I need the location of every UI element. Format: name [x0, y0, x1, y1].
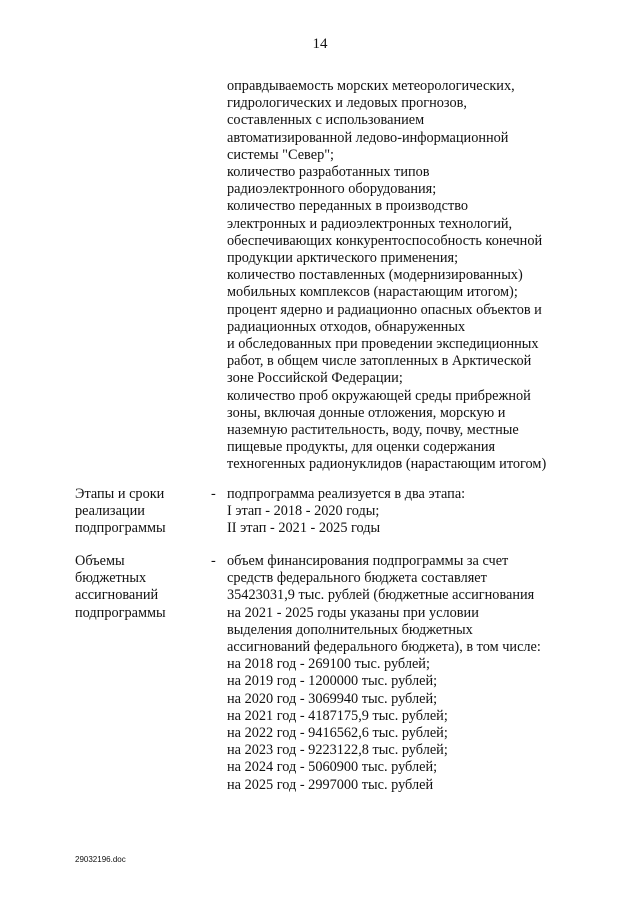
stages-label	[75, 486, 205, 538]
indicator-line: процент ядерно и радиационно опасных объектов и	[227, 301, 542, 318]
stages-label-line: подпрограммы	[75, 520, 166, 537]
indicator-line: количество поставленных (модернизированных)	[227, 267, 523, 284]
stages-content-line: I этап - 2018 - 2020 годы;	[227, 503, 380, 520]
indicator-line: радиоэлектронного оборудования;	[227, 181, 437, 198]
file-name-footer: 29032196.doc	[75, 855, 126, 864]
budget-dash: -	[211, 553, 216, 569]
budget-label-line: Объемы	[75, 553, 125, 569]
indicator-line: составленных с использованием	[227, 112, 425, 129]
budget-content-line: на 2022 год - 9416562,6 тыс. рублей;	[227, 725, 448, 742]
budget-label-line: подпрограммы	[75, 604, 166, 621]
stages-content-line: II этап - 2021 - 2025 годы	[227, 520, 381, 537]
budget-content-line: 35423031,9 тыс. рублей (бюджетные ассигнования	[227, 587, 535, 604]
budget-content-line: на 2021 - 2025 годы указаны при условии	[227, 604, 479, 621]
indicator-line: техногенных радионуклидов (нарастающим итогом)	[227, 456, 547, 473]
indicator-line: количество разработанных типов	[227, 164, 430, 181]
budget-content-line: на 2020 год - 3069940 тыс. рублей;	[227, 690, 438, 707]
stages-content	[227, 486, 622, 538]
indicator-line: зоне Российской Федерации;	[227, 370, 403, 387]
budget-content-line: на 2024 год - 5060900 тыс. рублей;	[227, 759, 438, 776]
budget-content-line: на 2019 год - 1200000 тыс. рублей;	[227, 673, 438, 690]
indicator-line: и обследованных при проведении экспедиционных	[227, 336, 539, 353]
stages-dash: -	[211, 486, 216, 502]
stages-label-line: Этапы и сроки	[75, 486, 165, 502]
indicator-line: оправдываемость морских метеорологических,	[227, 78, 515, 94]
stages-content-line: подпрограмма реализуется в два этапа:	[227, 486, 466, 502]
budget-content-line: ассигнований федерального бюджета), в том числе:	[227, 639, 541, 656]
indicator-line: наземную растительность, воду, почву, местные	[227, 422, 519, 439]
budget-label-line: бюджетных	[75, 570, 147, 587]
indicator-line: гидрологических и ледовых прогнозов,	[227, 95, 467, 112]
budget-label-line: ассигнований	[75, 587, 159, 604]
indicator-line: работ, в общем числе затопленных в Арктической	[227, 353, 532, 370]
budget-label	[75, 553, 205, 622]
budget-content	[227, 553, 622, 794]
indicator-line: мобильных комплексов (нарастающим итогом);	[227, 284, 518, 301]
budget-content-line: средств федерального бюджета составляет	[227, 570, 487, 587]
indicator-line: пищевые продукты, для оценки содержания	[227, 439, 496, 456]
budget-content-line: на 2021 год - 4187175,9 тыс. рублей;	[227, 707, 448, 724]
page-number: 14	[312, 36, 328, 52]
budget-content-line: на 2018 год - 269100 тыс. рублей;	[227, 656, 430, 673]
indicator-line: системы "Север";	[227, 146, 335, 163]
indicator-line: электронных и радиоэлектронных технологий,	[227, 215, 513, 232]
indicator-line: количество проб окружающей среды прибрежной	[227, 387, 531, 404]
indicator-line: зоны, включая донные отложения, морскую и	[227, 404, 506, 421]
indicator-line: обеспечивающих конкурентоспособность конечной	[227, 232, 543, 249]
budget-content-line: на 2023 год - 9223122,8 тыс. рублей;	[227, 742, 448, 759]
budget-content-line: объем финансирования подпрограммы за счет	[227, 553, 509, 569]
indicator-line: продукции арктического применения;	[227, 250, 459, 267]
budget-content-line: выделения дополнительных бюджетных	[227, 621, 473, 638]
indicator-line: количество переданных в производство	[227, 198, 469, 215]
stages-label-line: реализации	[75, 503, 145, 520]
budget-content-line: на 2025 год - 2997000 тыс. рублей	[227, 776, 434, 793]
indicators-list	[227, 78, 622, 474]
indicator-line: автоматизированной ледово-информационной	[227, 129, 509, 146]
indicator-line: радиационных отходов, обнаруженных	[227, 318, 466, 335]
